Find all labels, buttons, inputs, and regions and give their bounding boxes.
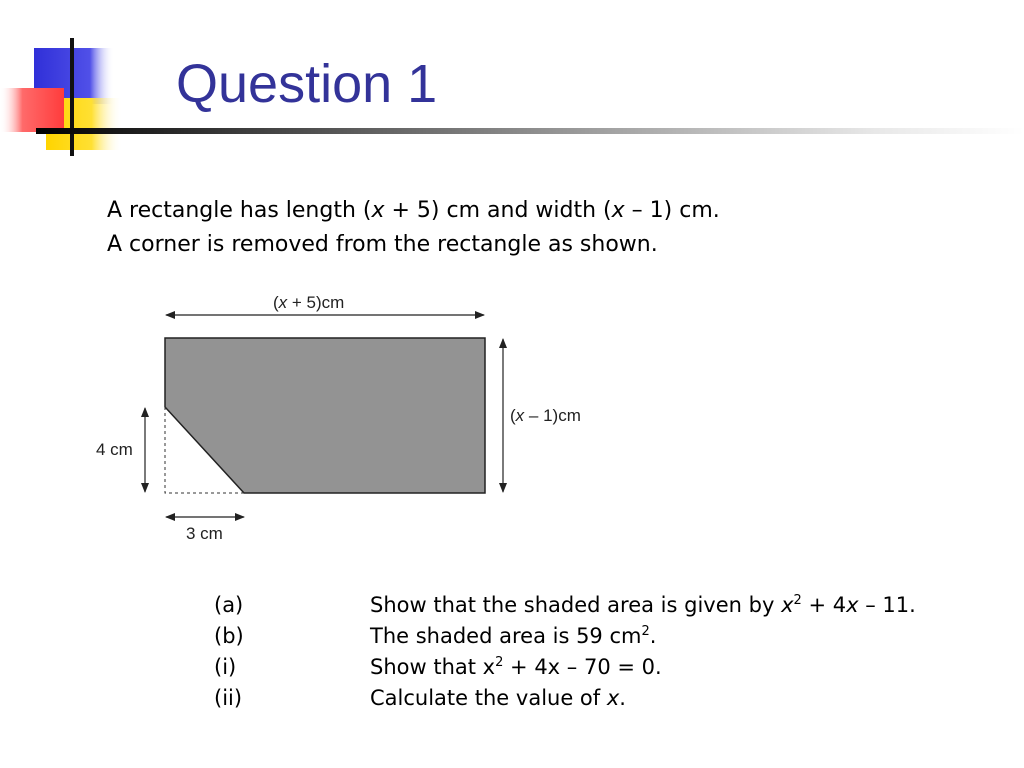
slide-logo-decoration bbox=[0, 0, 170, 160]
variable-x: x bbox=[781, 593, 794, 617]
part-label: (a) bbox=[214, 593, 244, 617]
part-a bbox=[214, 590, 1014, 621]
variable-x: x bbox=[611, 198, 625, 223]
part-text-segment: + 4x – 70 = 0. bbox=[503, 655, 662, 679]
part-i bbox=[214, 652, 1014, 683]
part-label: (i) bbox=[214, 655, 237, 679]
title-underline bbox=[36, 128, 1024, 134]
part-text-segment: Show that x bbox=[370, 655, 496, 679]
exponent: 2 bbox=[495, 655, 504, 670]
length-label: (x + 5)cm bbox=[273, 293, 345, 312]
exponent: 2 bbox=[641, 624, 650, 639]
part-text-segment: + 4 bbox=[801, 593, 847, 617]
question-parts bbox=[214, 590, 1014, 714]
part-text-segment: . bbox=[649, 624, 657, 648]
part-label: (b) bbox=[214, 624, 244, 648]
width-label: (x – 1)cm bbox=[510, 406, 581, 425]
part-ii bbox=[214, 683, 1014, 714]
cut-width-label: 3 cm bbox=[186, 524, 223, 543]
variable-x: x bbox=[606, 686, 620, 710]
part-text-segment: Show that the shaded area is given by bbox=[370, 593, 782, 617]
logo-red-bar bbox=[0, 88, 64, 132]
intro-line-2: A corner is removed from the rectangle as shown. bbox=[107, 232, 658, 257]
intro-text: + 5) cm and width ( bbox=[384, 198, 612, 223]
part-text-segment: The shaded area is 59 cm bbox=[370, 624, 642, 648]
exponent: 2 bbox=[793, 593, 802, 608]
shaded-region bbox=[165, 338, 485, 493]
part-text bbox=[370, 621, 656, 652]
part-text-segment: . bbox=[619, 686, 626, 710]
variable-x: x bbox=[371, 198, 385, 223]
intro-line-1 bbox=[107, 194, 987, 228]
intro-text: – 1) cm. bbox=[624, 198, 720, 223]
part-text bbox=[370, 590, 916, 621]
rectangle-diagram bbox=[85, 282, 615, 552]
part-text bbox=[370, 652, 662, 683]
intro-text: A rectangle has length ( bbox=[107, 198, 372, 223]
logo-vertical-rule bbox=[70, 38, 74, 156]
part-text-segment: – 11. bbox=[858, 593, 916, 617]
part-b bbox=[214, 621, 1014, 652]
part-text-segment: Calculate the value of bbox=[370, 686, 607, 710]
page-title: Question 1 bbox=[176, 54, 438, 114]
question-intro bbox=[107, 194, 987, 262]
cut-height-label: 4 cm bbox=[96, 440, 133, 459]
part-text bbox=[370, 683, 626, 714]
variable-x: x bbox=[846, 593, 859, 617]
part-label: (ii) bbox=[214, 686, 243, 710]
